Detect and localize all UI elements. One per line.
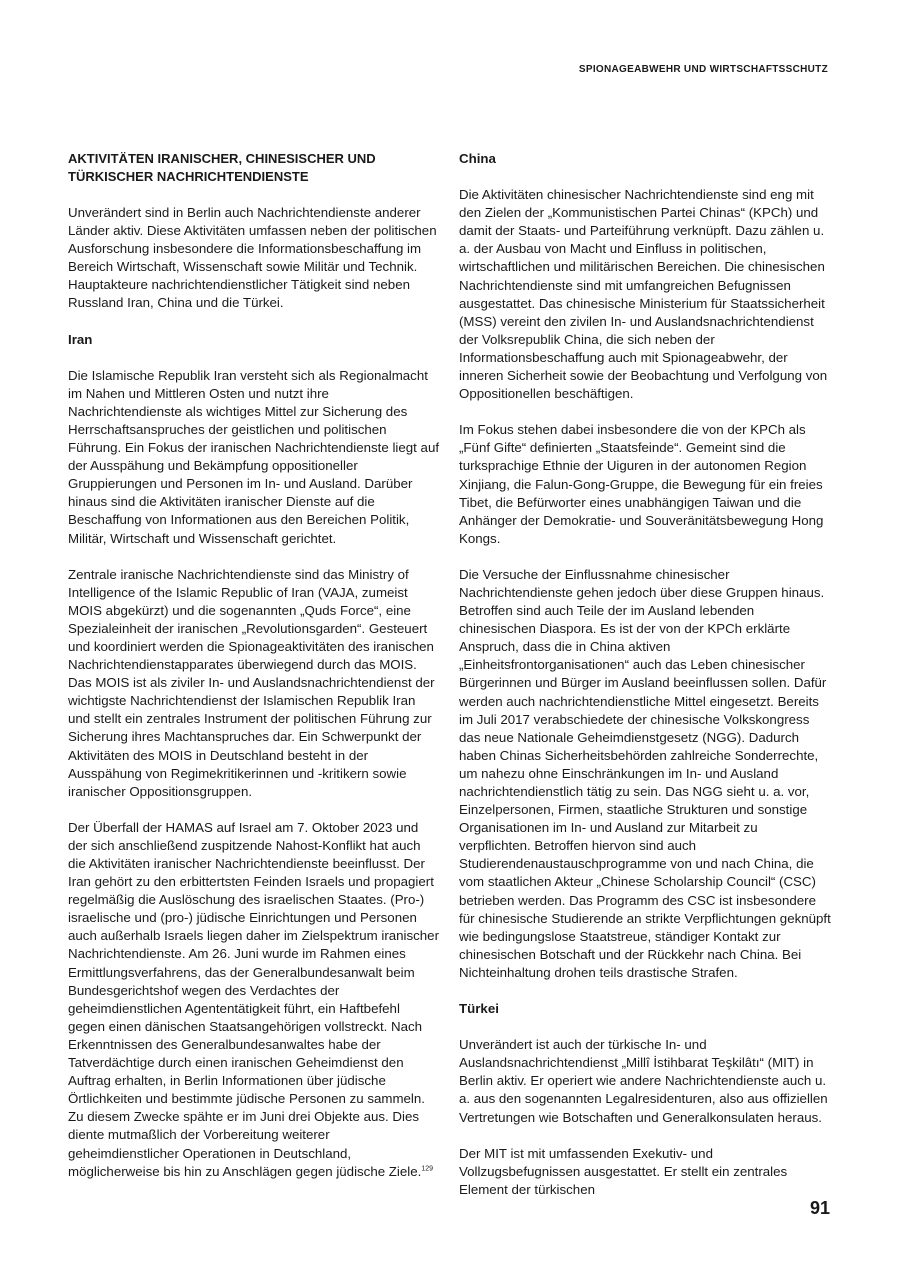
footnote-ref: 129 bbox=[421, 1165, 434, 1173]
left-column bbox=[68, 150, 440, 1199]
iran-paragraph-1: Die Islamische Republik Iran versteht sich als Regionalmacht im Nahen und Mittleren Osten und nutzt ihre Nachrichtendienste als wichtiges Mittel zur Sicherung des Herrschaftsanspruches der geistlichen und politischen Führung. Ein Fokus der iranischen Nachrichtendienste liegt auf der Ausspähung und Bekämpfung oppositioneller Gruppierungen und Personen im In- und Ausland. Darüber hinaus sind die Aktivitäten iranischer Dienste auf die Beschaffung von Informationen aus den Bereichen Politik, Militär, Wirtschaft und Wissenschaft gerichtet. bbox=[68, 367, 440, 546]
iran-paragraph-2: Zentrale iranische Nachrichtendienste sind das Ministry of Intelligence of the Islamic Republic of Iran (VAJA, zumeist MOIS abgekürzt) und die sogenannten „Quds Force“, eine Spezialeinheit der iranischen „Revolutionsgarden“. Gesteuert und koordiniert werden die Spionageaktivitäten des iranischen Nachrichtendienstapparates überwiegend durch das MOIS. Das MOIS ist als ziviler In- und Auslandsnachrichtendienst der wichtigste Nachrichtendienst der Islamischen Republik Iran und stellt ein zentrales Instrument der politischen Führung zur Sicherung ihres Machtanspruches dar. Ein Schwerpunkt der Aktivitäten des MOIS in Deutschland besteht in der Ausspähung von Regimekritikerinnen und -kritikern sowie iranischer Oppositionsgruppen. bbox=[68, 566, 435, 799]
china-heading: China bbox=[459, 151, 496, 166]
china-paragraph-1: Die Aktivitäten chinesischer Nachrichtendienste sind eng mit den Zielen der „Kommunistischen Partei Chinas“ (KPCh) und damit der Staats- und Parteiführung verknüpft. Dazu zählen u. a. der Ausbau von Macht und Einfluss in politischen, wirtschaftlichen und militärischen Bereichen. Die chinesischen Nachrichtendienste sind mit umfangreichen Befugnissen ausgestattet. Das chinesische Ministerium für Staatssicherheit (MSS) vereint den zivilen In- und Auslandsnachrichtendienst der Volksrepublik China, die sich neben der Informationsbeschaffung auch mit Spionageabwehr, der inneren Sicherheit sowie der Beobachtung und Verfolgung von Oppositionellen beschäftigen. bbox=[459, 187, 828, 402]
running-header: SPIONAGEABWEHR UND WIRTSCHAFTSSCHUTZ bbox=[578, 64, 828, 75]
turkey-paragraph-1: Unverändert ist auch der türkische In- und Auslandsnachrichtendienst „Millî İstihbarat Teşkilâtı“ (MIT) in Berlin aktiv. Er operiert wie andere Nachrichtendienste auch u. a. aus den sogenannten Legalresidenturen, also aus offiziellen Vertretungen wie Botschaften und Generalkonsulaten heraus. bbox=[459, 1037, 828, 1125]
section-title: AKTIVITÄTEN IRANISCHER, CHINESISCHER UND TÜRKISCHER NACHRICHTENDIENSTE bbox=[68, 151, 376, 184]
china-paragraph-2: Im Fokus stehen dabei insbesondere die von der KPCh als „Fünf Gifte“ definierten „Staatsfeinde“. Gemeint sind die turksprachige Ethnie der Uiguren in der autonomen Region Xinjiang, die Falun-Gong-Gruppe, die Bewegung für ein freies Tibet, die Befürworter eines unabhängigen Taiwan und die Anhänger der Demokratie- und Souveränitätsbewegung Hong Kongs. bbox=[459, 422, 824, 546]
iran-heading: Iran bbox=[68, 331, 93, 347]
iran-paragraph-3 bbox=[68, 819, 440, 1181]
iran-paragraph-3-text: Der Überfall der HAMAS auf Israel am 7. Oktober 2023 und der sich anschließend zuspitzende Nahost-Konflikt hat auch die Aktivitäten iranischer Nachrichtendienste beeinflusst. Der Iran gehört zu den erbittertsten Feinden Israels und propagiert regelmäßig die Auslöschung des israelischen Staates. (Pro-) israelische und (pro-) jüdische Einrichtungen und Personen auch außerhalb Israels liegen daher im Zielspektrum iranischer Nachrichtendienste. Am 26. Juni wurde im Rahmen eines Ermittlungsverfahrens, das der Generalbundesanwalt beim Bundesgerichtshof wegen des Verdachtes der geheimdienstlichen Agententätigkeit führt, ein Haftbefehl gegen einen dänischen Staatsangehörigen vollstreckt. Nach Erkenntnissen des Generalbundesanwaltes habe der Tatverdächtige durch einen iranischen Geheimdienst den Auftrag erhalten, in Berlin Informationen über jüdische Örtlichkeiten und bestimmte jüdische Personen zu sammeln. Zu diesem Zwecke spähte er im Juni drei Objekte aus. Dies diente mutmaßlich der Vorbereitung weiterer geheimdienstlicher Operationen in Deutschland, möglicherweise bis hin zu Anschlägen gegen jüdische Ziele. bbox=[68, 819, 440, 1179]
china-paragraph-3: Die Versuche der Einflussnahme chinesischer Nachrichtendienste gehen jedoch über diese Gruppen hinaus. Betroffen sind auch Teile der im Ausland lebenden chinesischen Diaspora. Es ist der von der KPCh erklärte Anspruch, dass die in China aktiven „Einheitsfrontorganisationen“ auch das Leben chinesischer Bürgerinnen und Bürger im Ausland beeinflussen sollen. Dafür werden auch nachrichtendienstliche Mittel eingesetzt. Bereits im Juli 2017 verabschiedete der chinesische Volkskongress das neue Nationale Geheimdienstgesetz (NGG). Dadurch haben Chinas Sicherheitsbehörden zahlreiche Sonderrechte, um nahezu ohne Einschränkungen im In- und Ausland nachrichtendienstlich tätig zu sein. Das NGG sieht u. a. vor, Einzelpersonen, Firmen, staatliche Strukturen und sonstige Organisationen im In- und Ausland zur Mitarbeit zu verpflichten. Betroffen hiervon sind auch Studierendenaustauschprogramme von und nach China, die vom staatlichen Akteur „Chinese Scholarship Council“ (CSC) betrieben werden. Das Programm des CSC ist insbesondere für chinesische Studierende an strikte Verpflichtungen geknüpft wie bedingungslose Staatstreue, ständiger Kontakt zur chinesischen Botschaft und der Rückkehr nach China. Bei Nichteinhaltung drohen teils drastische Strafen. bbox=[459, 566, 831, 980]
intro-paragraph: Unverändert sind in Berlin auch Nachrichtendienste anderer Länder aktiv. Diese Aktivitäten umfassen neben der politischen Ausforschung insbesondere die Informationsbeschaffung im Bereich Wirtschaft, Wissenschaft sowie Militär und Technik. Hauptakteure nachrichtendienstlicher Tätigkeit sind neben Russland Iran, China und die Türkei. bbox=[68, 205, 437, 311]
right-column bbox=[459, 150, 831, 1217]
turkey-heading: Türkei bbox=[459, 1001, 499, 1017]
page-number: 91 bbox=[809, 1198, 830, 1218]
turkey-paragraph-2: Der MIT ist mit umfassenden Exekutiv- und Vollzugsbefugnissen ausgestattet. Er stellt ein zentrales Element der türkischen bbox=[459, 1145, 788, 1197]
